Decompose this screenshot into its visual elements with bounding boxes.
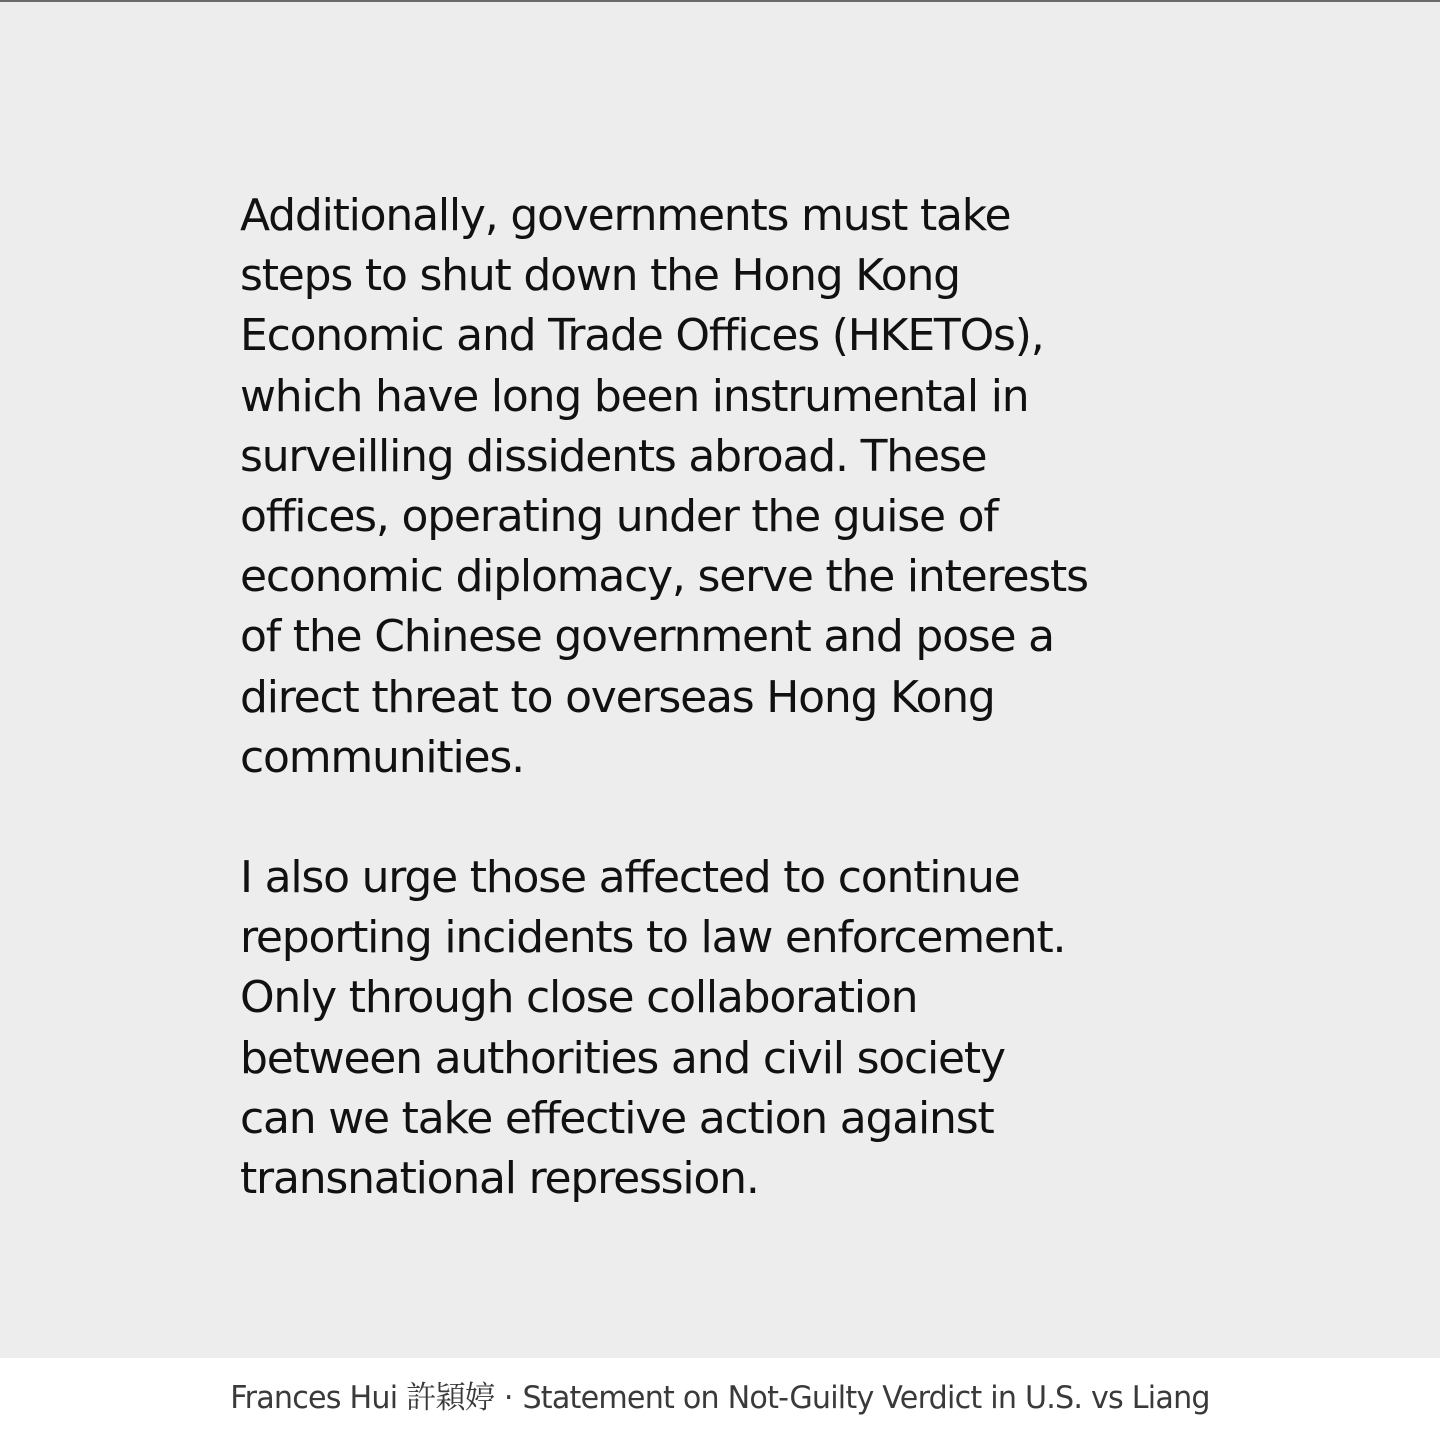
statement-line: Additionally, governments must take: [240, 190, 1011, 241]
statement-body: [240, 186, 1230, 1209]
statement-line: Economic and Trade Offices (HKETOs),: [240, 310, 1044, 362]
statement-line: of the Chinese government and pose a: [240, 611, 1054, 663]
footer-bar: [0, 1358, 1440, 1440]
statement-line: I also urge those affected to continue: [240, 852, 1020, 904]
statement-line: surveilling dissidents abroad. These: [240, 430, 987, 482]
footer-separator: ·: [503, 1380, 513, 1416]
statement-line: economic diplomacy, serve the interests: [240, 551, 1088, 603]
statement-line: which have long been instrumental in: [240, 370, 1029, 422]
footer-title: Statement on Not-Guilty Verdict in U.S. vs Liang: [522, 1380, 1210, 1416]
statement-line: can we take effective action against: [240, 1092, 994, 1144]
statement-line: transnational repression.: [240, 1153, 759, 1205]
statement-paragraph-1: [240, 186, 1230, 788]
statement-line: reporting incidents to law enforcement.: [240, 912, 1066, 964]
footer-author: Frances Hui 許穎婷: [230, 1380, 495, 1416]
paragraph-spacer: [240, 788, 1230, 848]
top-divider: [0, 0, 1440, 2]
statement-paragraph-2: [240, 848, 1230, 1209]
statement-line: communities.: [240, 731, 524, 783]
footer-caption: [20, 1378, 1420, 1418]
statement-line: Only through close collaboration: [240, 972, 918, 1024]
statement-line: offices, operating under the guise of: [240, 491, 998, 543]
statement-line: between authorities and civil society: [240, 1032, 1005, 1084]
statement-line: direct threat to overseas Hong Kong: [240, 671, 995, 723]
statement-line: steps to shut down the Hong Kong: [240, 250, 960, 302]
